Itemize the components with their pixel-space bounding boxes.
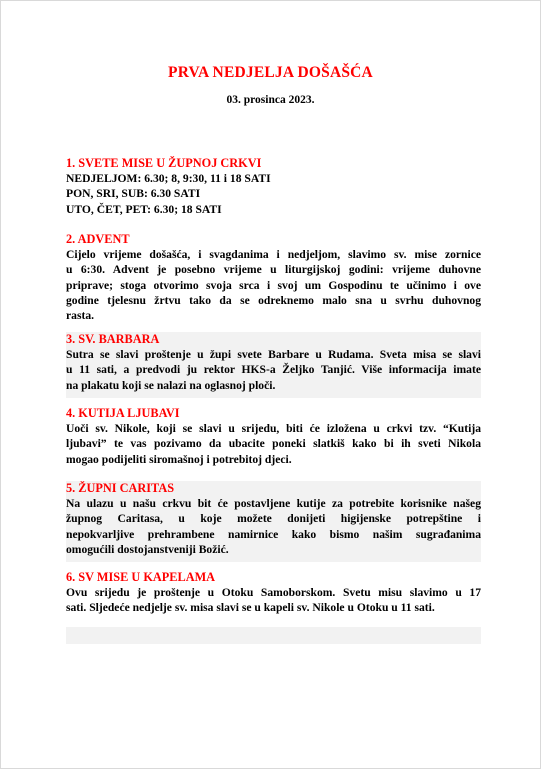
section-heading: 3. SV. BARBARA	[66, 332, 160, 346]
section-chapel-masses	[66, 570, 481, 616]
paragraph-line: rasta.	[66, 309, 95, 323]
page-title: PRVA NEDJELJA DOŠAŠĆA	[168, 64, 373, 81]
schedule-line: PON, SRI, SUB: 6.30 SATI	[66, 187, 201, 201]
schedule-line: NEDJELJOM: 6.30; 8, 9:30, 11 i 18 SATI	[66, 172, 271, 186]
section-st-barbara	[66, 332, 481, 398]
paragraph-line: na plakatu koji se nalazi na oglasnoj ploči.	[66, 378, 276, 392]
page-date: 03. prosinca 2023.	[226, 94, 315, 106]
paragraph-line: priprave; stoga otvorimo svoja srca i svoj um Gospodinu te učinimo i ove	[66, 278, 481, 292]
empty-shaded-block	[66, 627, 481, 644]
section-love-box	[66, 406, 481, 467]
section-heading: 2. ADVENT	[66, 232, 130, 246]
paragraph-line: Uoči sv. Nikole, koji se slavi u srijedu, biti će izložena u crkvi tzv. “Kutija	[66, 422, 481, 436]
paragraph-line: godine tjelesnu žrtvu tako da se odreknemo malo sna u svrhu duhovnog	[66, 293, 481, 307]
paragraph-line: Na ulazu u našu crkvu bit će postavljene kutije za potrebite korisnike našeg	[66, 497, 481, 511]
paragraph-line: Ovu srijedu je proštenje u Otoku Samoborskom. Svetu misu slavimo u 17	[66, 586, 481, 600]
paragraph-line: u 6:30. Advent je posebno vrijeme u liturgijskoj godini: vrijeme duhovne	[66, 263, 481, 277]
paragraph-line: Sutra se slavi proštenje u župi svete Barbare u Rudama. Sveta misa se slavi	[66, 348, 481, 362]
section-parish-caritas	[66, 481, 481, 562]
section-heading: 1. SVETE MISE U ŽUPNOJ CRKVI	[66, 156, 262, 170]
section-heading: 5. ŽUPNI CARITAS	[66, 481, 175, 495]
section-advent	[66, 232, 481, 323]
section-masses	[66, 156, 481, 217]
section-heading: 6. SV MISE U KAPELAMA	[66, 570, 216, 584]
paragraph-line: nepokvarljive prehrambene namirnice kako bismo našim sugrađanima	[66, 527, 481, 541]
paragraph-line: sati. Sljedeće nedjelje sv. misa slavi se u kapeli sv. Nikole u Otoku u 11 sati.	[66, 601, 435, 615]
section-heading: 4. KUTIJA LJUBAVI	[66, 406, 180, 420]
paragraph-line: župnog Caritasa, u koje možete donijeti higijenske potrepštine i	[66, 512, 481, 526]
schedule-line: UTO, ČET, PET: 6.30; 18 SATI	[66, 202, 222, 216]
paragraph-line: Cijelo vrijeme došašća, i svagdanima i nedjeljom, slavimo sv. mise zornice	[66, 248, 481, 262]
paragraph-line: mogao podijeliti siromašnoj i potrebitoj djeci.	[66, 452, 292, 466]
paragraph-line: u 11 sati, a predvodi ju rektor HKS-a Željko Tanjić. Više informacija imate	[66, 363, 481, 377]
paragraph-line: omogućili dostojanstveniji Božić.	[66, 542, 229, 556]
paragraph-line: ljubavi” te vas pozivamo da ubacite poneki slatkiš kako bi ih sveti Nikola	[66, 437, 481, 451]
